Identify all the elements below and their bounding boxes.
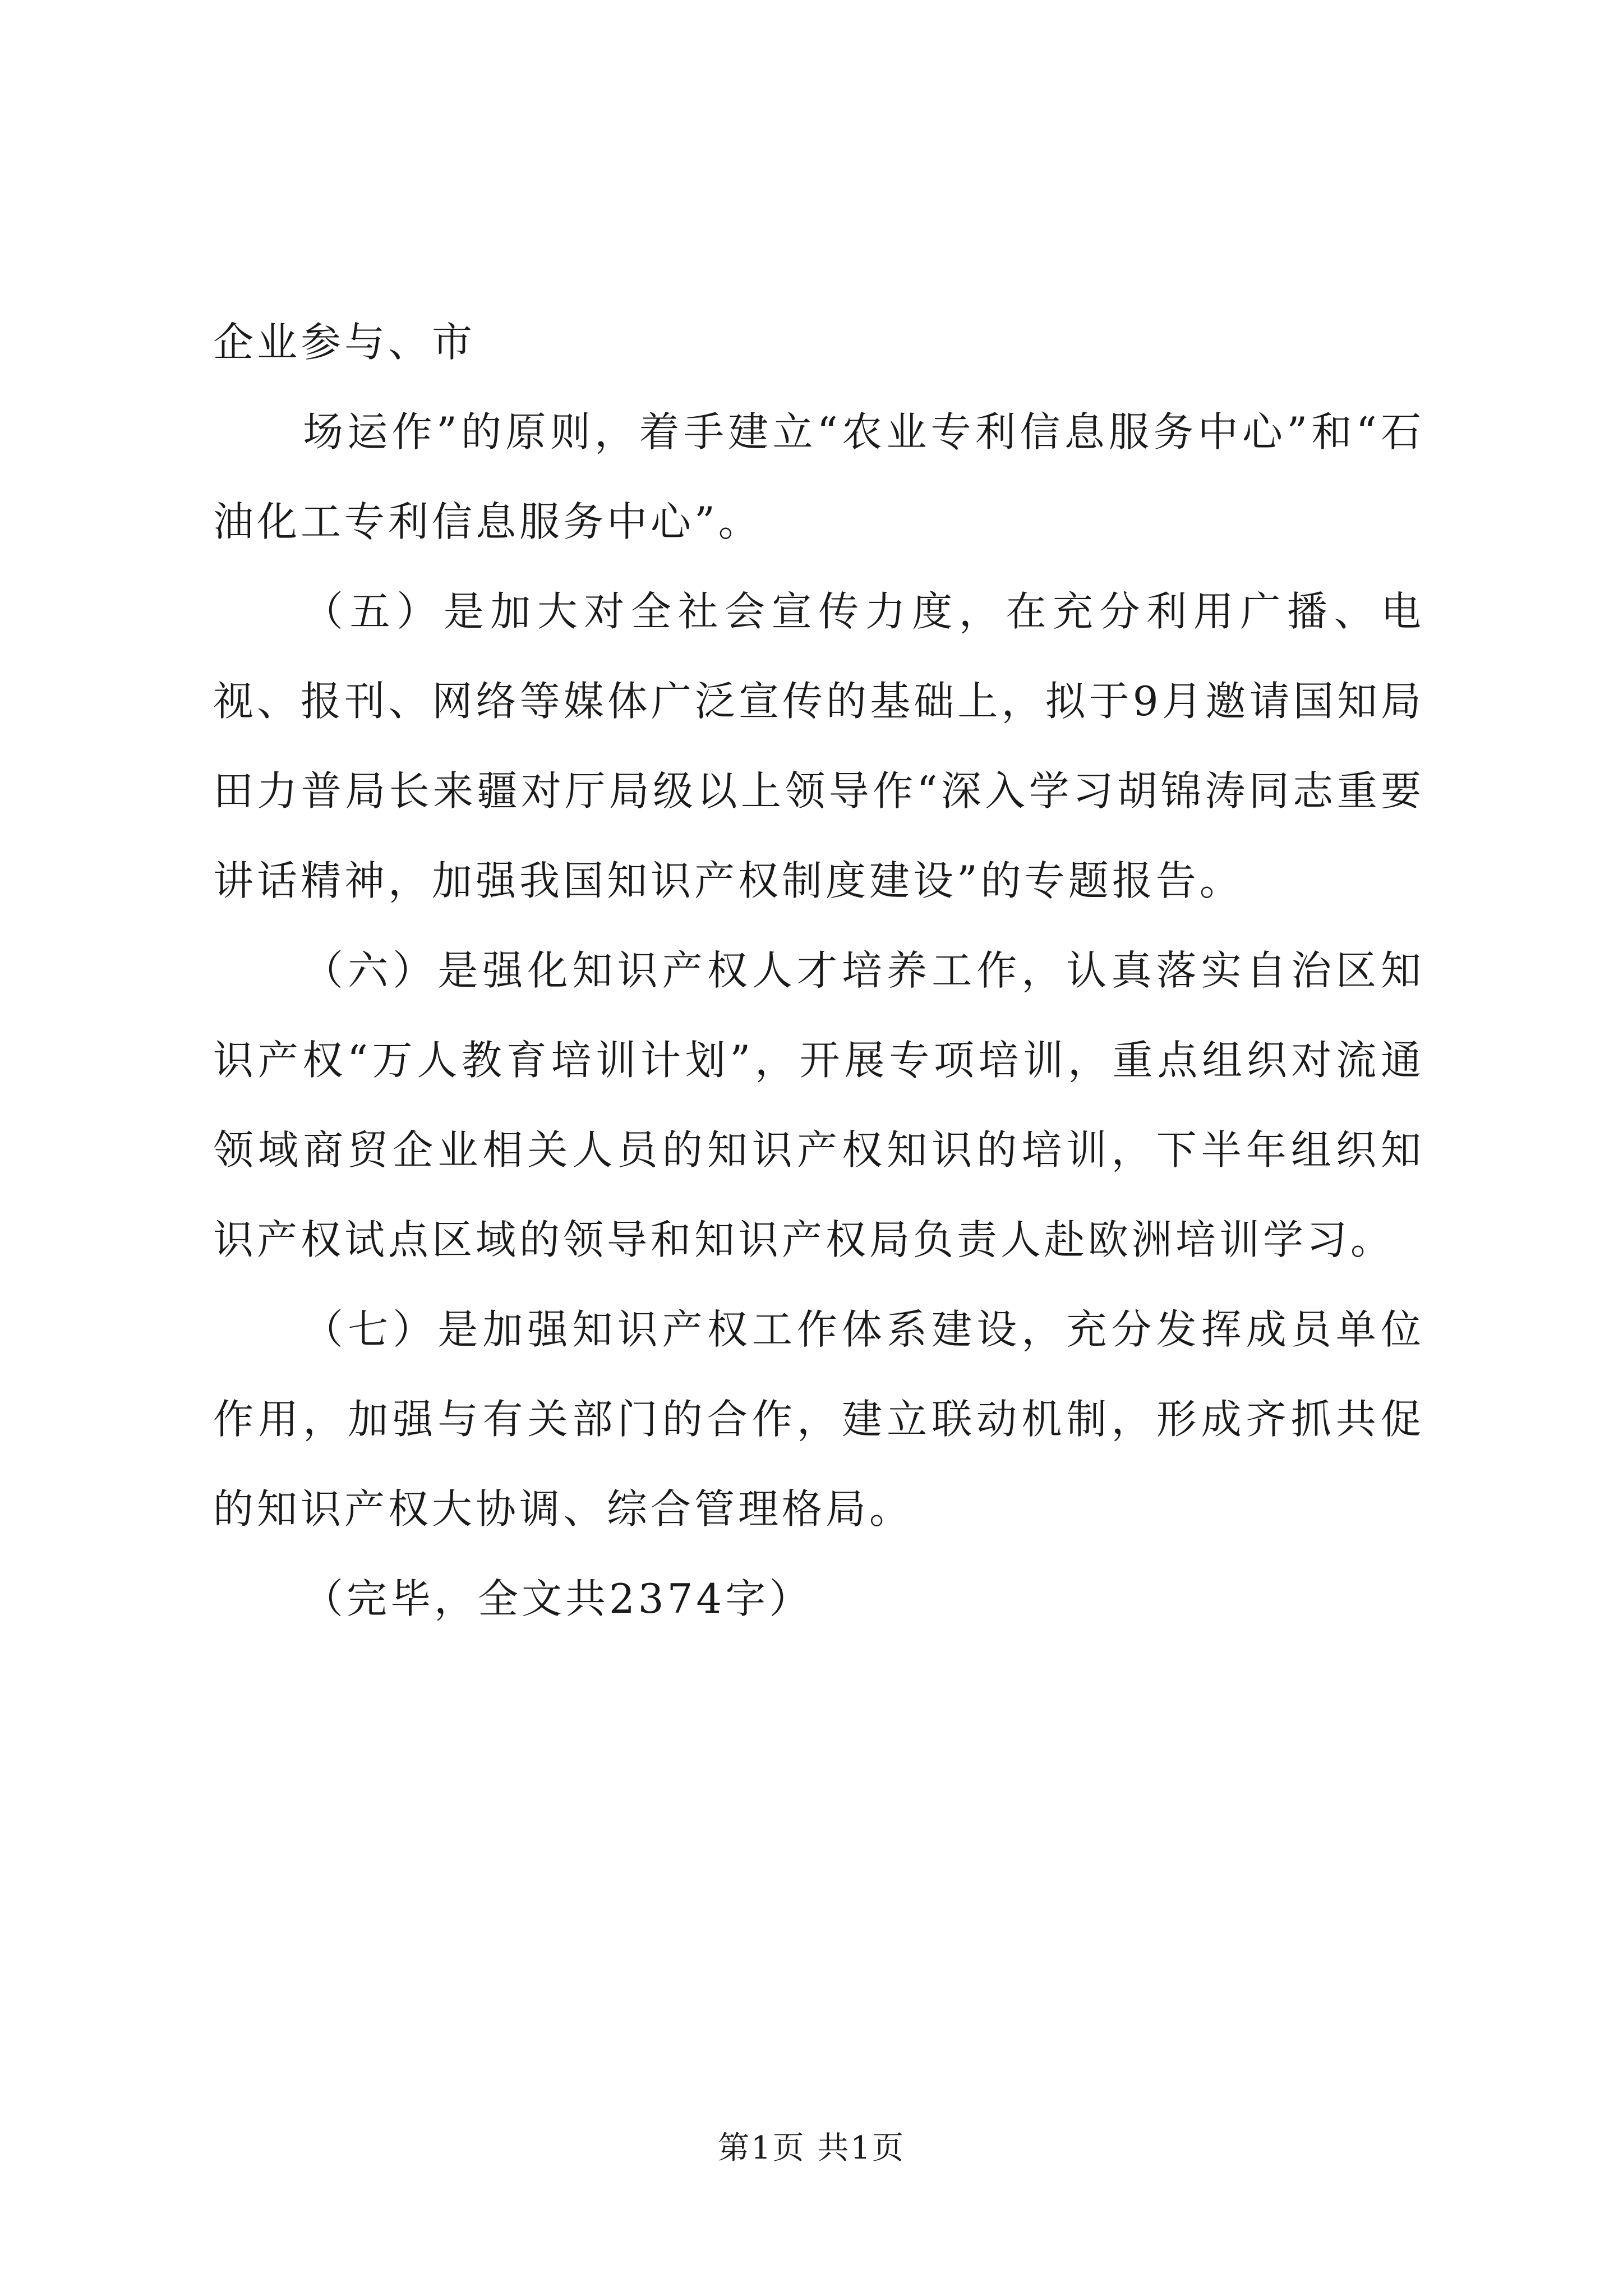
paragraph-5: （七）是加强知识产权工作体系建设，充分发挥成员单位作用，加强与有关部门的合作，建立联动机制，形成齐抓共促的知识产权大协调、综合管理格局。 [213, 1306, 1424, 1533]
document-body [213, 297, 1424, 1644]
paragraph-4: （六）是强化知识产权人才培养工作，认真落实自治区知识产权“万人教育培训计划”，开展专项培训，重点组织对流通领域商贸企业相关人员的知识产权知识的培训，下半年组织知识产权试点区域的领导和知识产权局负责人赴欧洲培训学习。 [213, 947, 1424, 1263]
paragraph-3: （五）是加大对全社会宣传力度，在充分利用广播、电视、报刊、网络等媒体广泛宣传的基础上，拟于9月邀请国知局田力普局长来疆对厅局级以上领导作“深入学习胡锦涛同志重要讲话精神，加强我国知识产权制度建设”的专题报告。 [213, 588, 1424, 904]
paragraph-6: （完毕，全文共2374字） [303, 1575, 813, 1622]
paragraph-1: 企业参与、市 [213, 319, 476, 366]
paragraph-2: 场运作”的原则，着手建立“农业专利信息服务中心”和“石油化工专利信息服务中心”。 [213, 408, 1424, 545]
page-footer: 第1页 共1页 [717, 2130, 906, 2166]
